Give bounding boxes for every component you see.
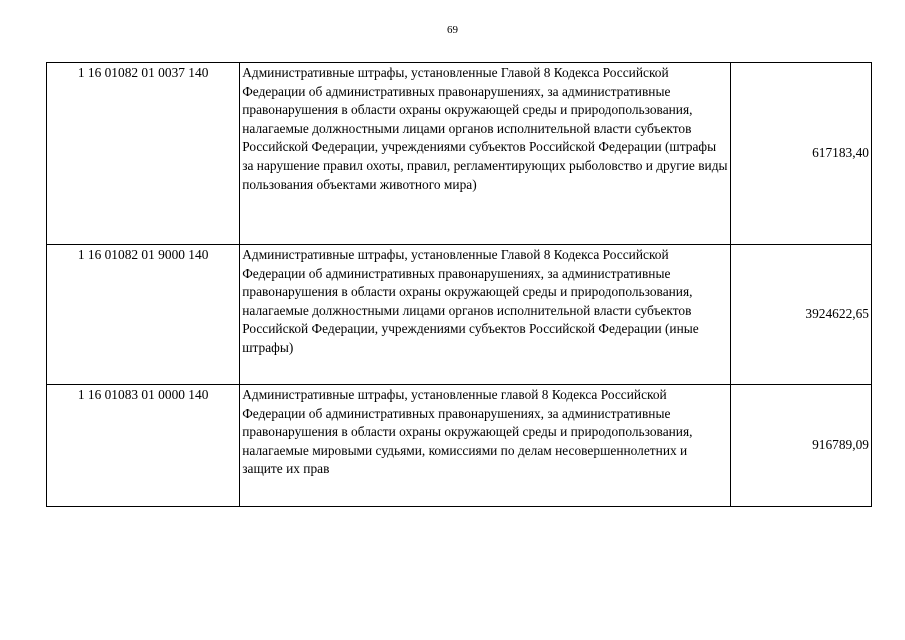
page-number: 69 — [447, 24, 458, 36]
amount-cell: 3924622,65 — [730, 245, 871, 385]
description-cell: Административные штрафы, установленные Главой 8 Кодекса Российской Федерации об административных правонарушениях, за административные правонарушения в области охраны окружающей среды и природопользования, налагаемые должностными лицами органов исполнительной власти субъектов Российской Федерации, учреждениями субъектов Российской Федерации (иные штрафы) — [240, 245, 731, 385]
amount-cell: 617183,40 — [730, 63, 871, 245]
budget-code-cell: 1 16 01083 01 0000 140 — [47, 385, 240, 507]
description-cell: Административные штрафы, установленные главой 8 Кодекса Российской Федерации об административных правонарушениях, за административные правонарушения в области охраны окружающей среды и природопользования, налагаемые мировыми судьями, комиссиями по делам несовершеннолетних и защите их прав — [240, 385, 731, 507]
table-row — [47, 245, 872, 385]
description-cell: Административные штрафы, установленные Главой 8 Кодекса Российской Федерации об административных правонарушениях, за административные правонарушения в области охраны окружающей среды и природопользования, налагаемые должностными лицами органов исполнительной власти субъектов Российской Федерации, учреждениями субъектов Российской Федерации (штрафы за нарушение правил охоты, правил, регламентирующих рыболовство и другие виды пользования объектами животного мира) — [240, 63, 731, 245]
budget-table — [46, 62, 872, 507]
budget-code-cell: 1 16 01082 01 9000 140 — [47, 245, 240, 385]
table-row — [47, 63, 872, 245]
table-row — [47, 385, 872, 507]
amount-cell: 916789,09 — [730, 385, 871, 507]
budget-code-cell: 1 16 01082 01 0037 140 — [47, 63, 240, 245]
